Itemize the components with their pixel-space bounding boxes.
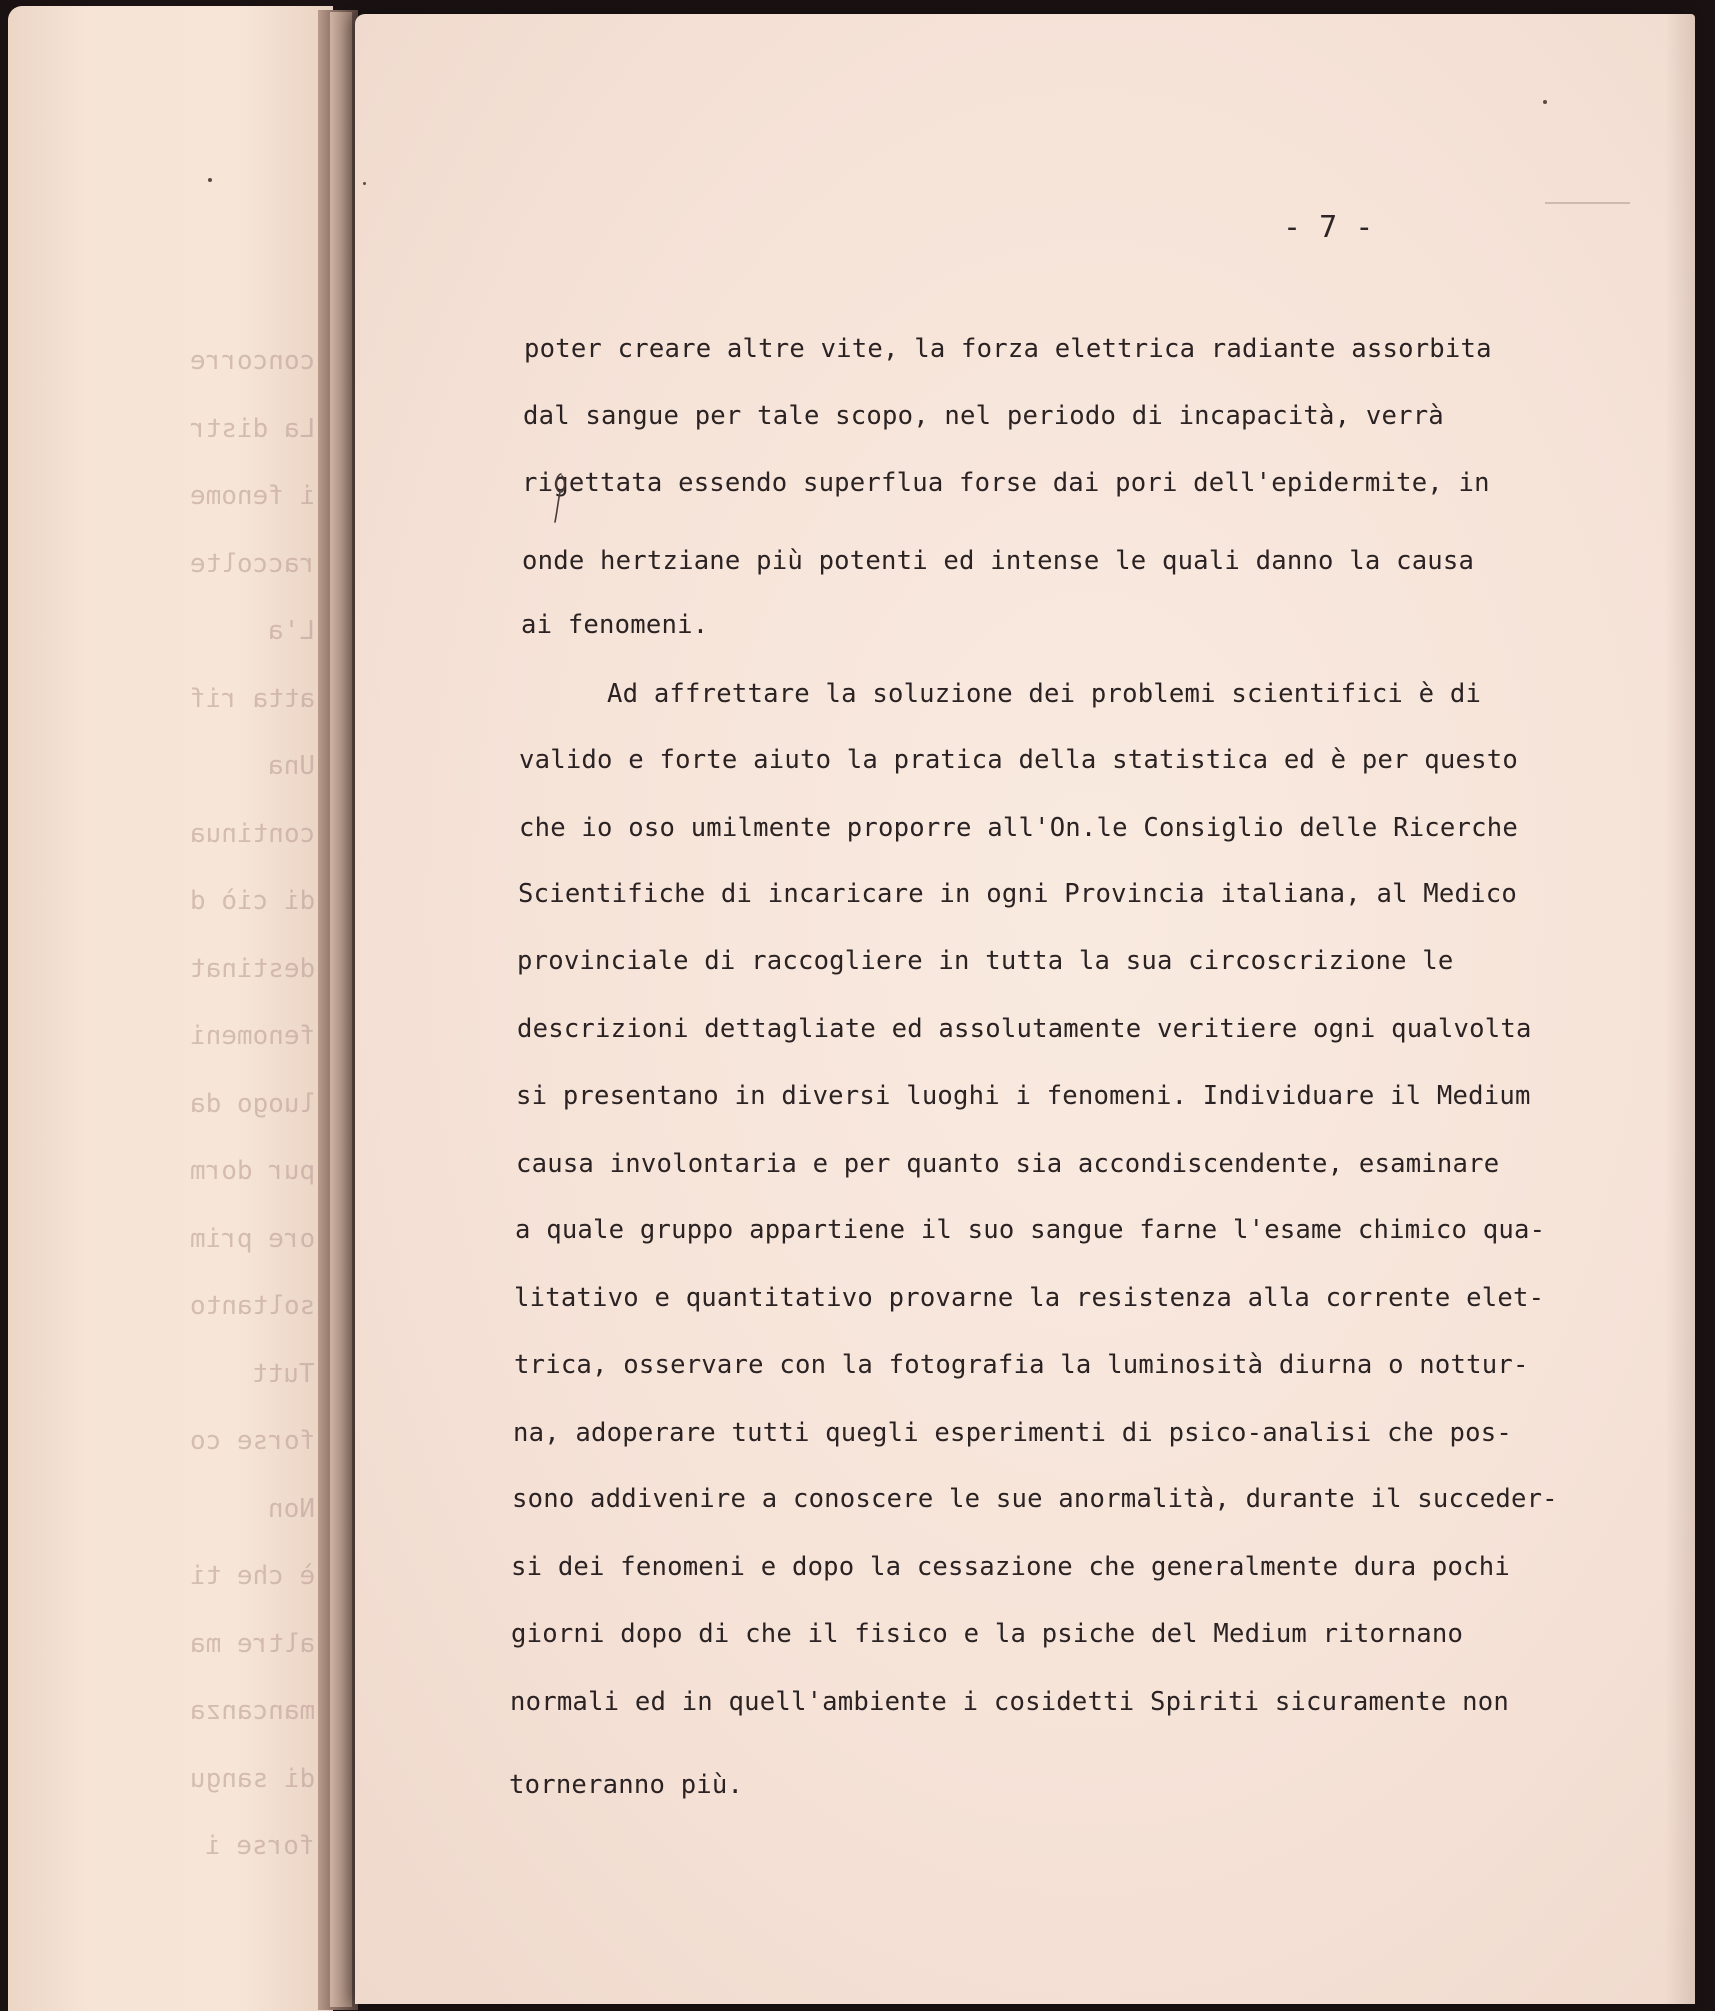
header-rule xyxy=(1545,202,1630,204)
bleed-line: Una xyxy=(268,751,315,781)
bleed-line: di sangu xyxy=(189,1764,315,1794)
text-line: a quale gruppo appartiene il suo sangue farne l'esame chimico qua- xyxy=(515,1215,1546,1245)
text-line: che io oso umilmente proporre all'On.le Consiglio delle Ricerche xyxy=(519,813,1518,843)
page-number: - 7 - xyxy=(1283,210,1374,245)
text-line: causa involontaria e per quanto sia accondiscendente, esaminare xyxy=(516,1149,1500,1179)
text-line: provinciale di raccogliere in tutta la sua circoscrizione le xyxy=(517,946,1454,976)
bleed-line: destinat xyxy=(189,954,315,984)
text-line: ai fenomeni. xyxy=(521,610,709,640)
text-line: si dei fenomeni e dopo la cessazione che generalmente dura pochi xyxy=(511,1552,1510,1582)
bleed-line: concorre xyxy=(189,346,315,376)
bleed-line: Tutt xyxy=(252,1359,315,1389)
page-edge-shadow xyxy=(1665,14,1695,2004)
bleed-line: atta rif xyxy=(189,684,315,714)
bleed-line: fenomeni xyxy=(189,1021,315,1051)
text-line: trica, osservare con la fotografia la luminosità diurna o nottur- xyxy=(514,1350,1529,1380)
text-line: normali ed in quell'ambiente i cosidetti Spiriti sicuramente non xyxy=(510,1687,1509,1717)
bleed-line: raccolte xyxy=(189,549,315,579)
text-line: litativo e quantitativo provarne la resistenza alla corrente elet- xyxy=(514,1283,1545,1313)
speck xyxy=(208,178,212,182)
bleed-line: L'a xyxy=(268,616,315,646)
bleed-line: luogo da xyxy=(189,1089,315,1119)
text-line: torneranno più. xyxy=(509,1770,744,1800)
bleed-line: di ciò d xyxy=(189,886,315,916)
bleed-line: i fenome xyxy=(189,481,315,511)
bleed-line: La distr xyxy=(189,414,315,444)
bleed-line: ore prim xyxy=(189,1224,315,1254)
text-line: rigettata essendo superflua forse dai pori dell'epidermite, in xyxy=(522,468,1490,498)
text-line: Ad affrettare la soluzione dei problemi scientifici è di xyxy=(607,679,1482,709)
text-line: si presentano in diversi luoghi i fenomeni. Individuare il Medium xyxy=(516,1081,1531,1111)
text-line: sono addivenire a conoscere le sue anormalità, durante il succeder- xyxy=(512,1484,1558,1514)
speck xyxy=(363,182,366,185)
bleed-line: altre ma xyxy=(189,1629,315,1659)
left-page xyxy=(8,6,333,2011)
bleed-line: forse i xyxy=(205,1831,315,1861)
bleed-line: mancanza xyxy=(189,1696,315,1726)
bleed-line: è che ti xyxy=(189,1561,315,1591)
bleed-line: pur dorm xyxy=(189,1156,315,1186)
speck xyxy=(1543,100,1547,104)
text-line: Scientifiche di incaricare in ogni Provincia italiana, al Medico xyxy=(518,879,1517,909)
gutter xyxy=(330,12,352,2007)
text-line: giorni dopo di che il fisico e la psiche del Medium ritornano xyxy=(511,1619,1464,1649)
text-line: na, adoperare tutti quegli esperimenti di psico-analisi che pos- xyxy=(513,1418,1512,1448)
text-line: dal sangue per tale scopo, nel periodo di incapacità, verrà xyxy=(523,401,1444,431)
text-line: valido e forte aiuto la pratica della statistica ed è per questo xyxy=(519,745,1518,775)
bleed-line: soltanto xyxy=(189,1291,315,1321)
text-line: poter creare altre vite, la forza elettrica radiante assorbita xyxy=(524,334,1492,364)
text-line: descrizioni dettagliate ed assolutamente veritiere ogni qualvolta xyxy=(517,1014,1532,1044)
bleed-line: Non xyxy=(268,1494,315,1524)
bleed-line: continua xyxy=(189,819,315,849)
text-line: onde hertziane più potenti ed intense le quali danno la causa xyxy=(522,546,1475,576)
bleed-line: forse co xyxy=(189,1426,315,1456)
